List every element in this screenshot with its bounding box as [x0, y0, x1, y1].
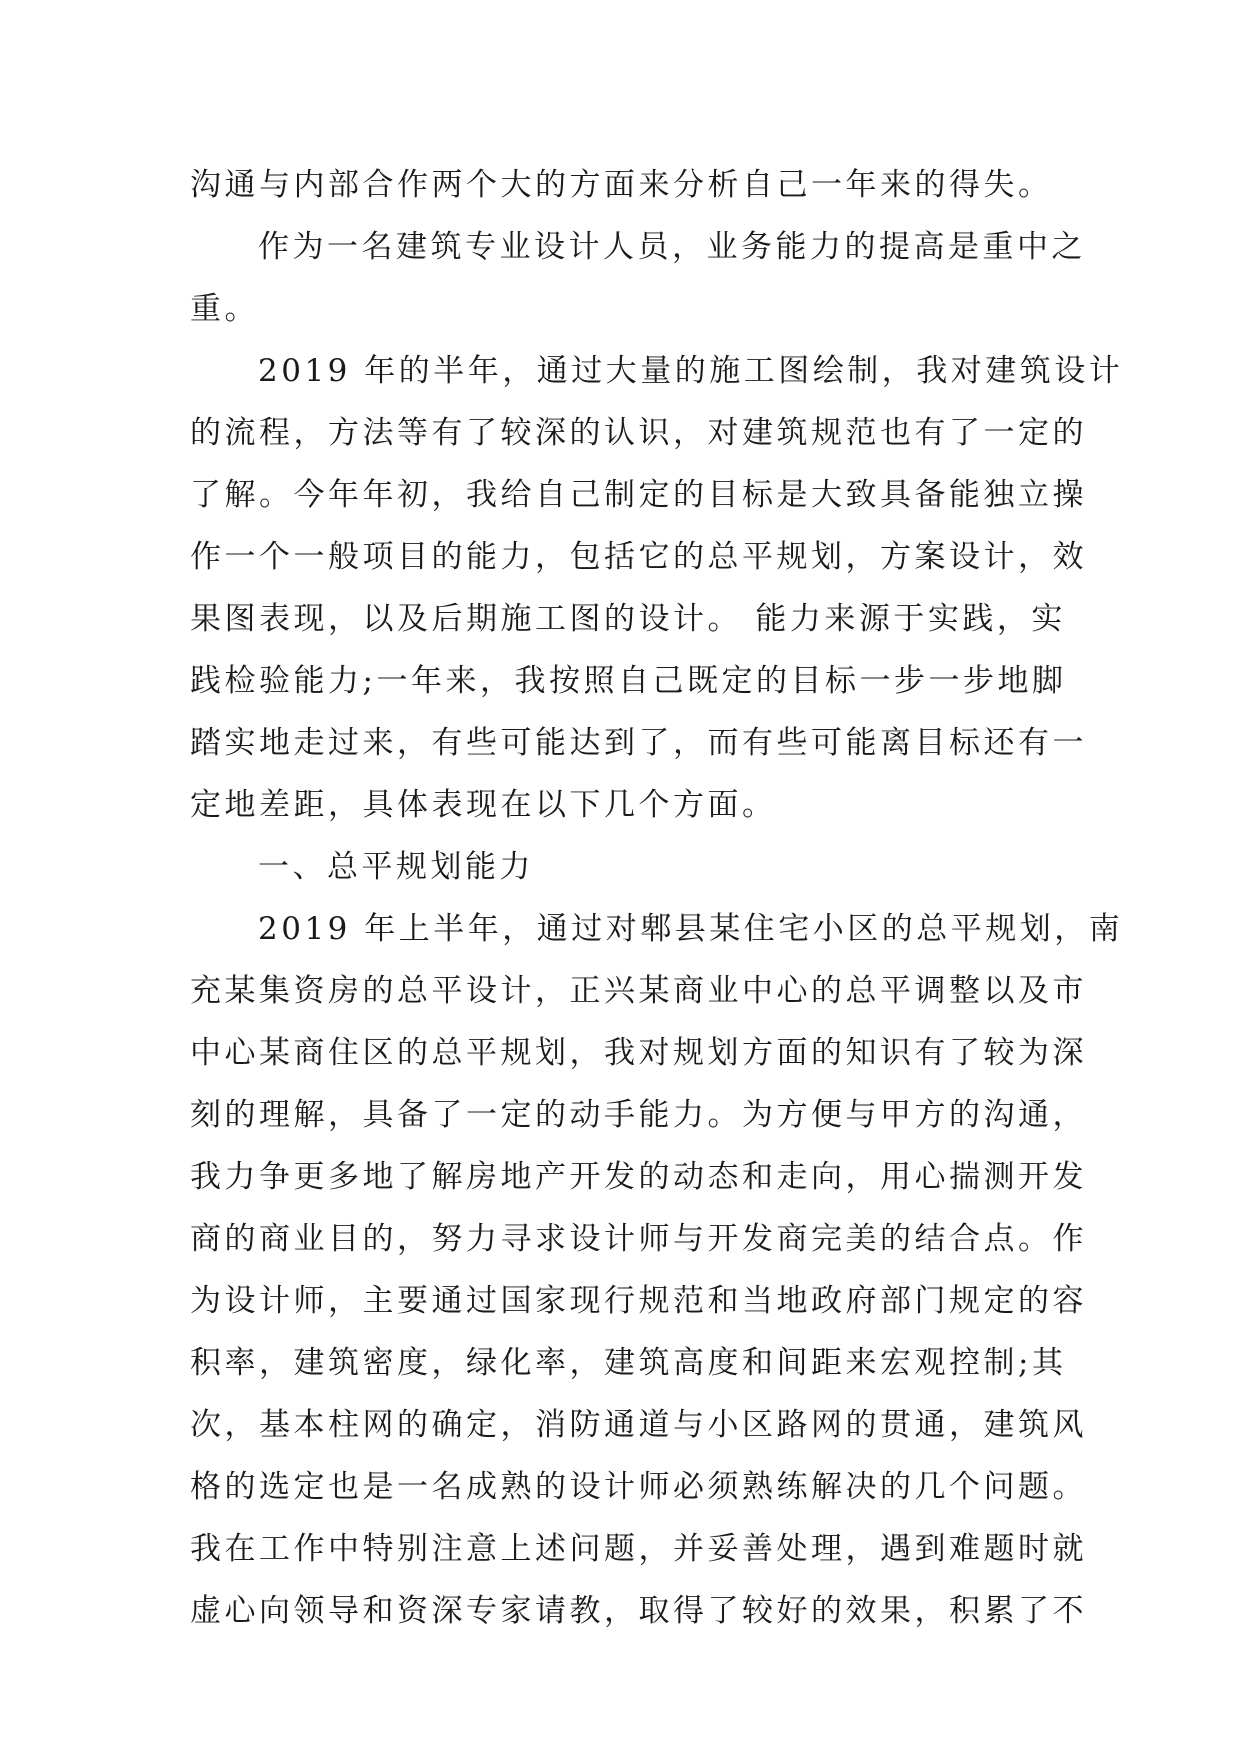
text-line: 了解。今年年初，我给自己制定的目标是大致具备能独立操: [190, 477, 1087, 513]
text-line: 重。: [190, 291, 259, 327]
text-line: 为设计师，主要通过国家现行规范和当地政府部门规定的容: [190, 1283, 1087, 1319]
text-line: 我力争更多地了解房地产开发的动态和走向，用心揣测开发: [190, 1159, 1087, 1195]
text-line: 中心某商住区的总平规划，我对规划方面的知识有了较为深: [190, 1035, 1087, 1071]
text-line: 2019 年上半年，通过对郫县某住宅小区的总平规划，南: [258, 911, 1124, 947]
text-line: 积率，建筑密度，绿化率，建筑高度和间距来宏观控制;其: [190, 1345, 1067, 1381]
section-heading: 一、总平规划能力: [258, 849, 534, 885]
text-line: 践检验能力;一年来，我按照自己既定的目标一步一步地脚: [190, 663, 1067, 699]
text-line: 作一个一般项目的能力，包括它的总平规划，方案设计，效: [190, 539, 1087, 575]
text-line: 踏实地走过来，有些可能达到了，而有些可能离目标还有一: [190, 725, 1087, 761]
text-line: 果图表现，以及后期施工图的设计。 能力来源于实践，实: [190, 601, 1066, 637]
text-line: 的流程，方法等有了较深的认识，对建筑规范也有了一定的: [190, 415, 1087, 451]
text-line: 作为一名建筑专业设计人员，业务能力的提高是重中之: [258, 229, 1086, 265]
body-text: [190, 154, 1124, 1642]
text-line: 刻的理解，具备了一定的动手能力。为方便与甲方的沟通，: [190, 1097, 1087, 1133]
text-line: 充某集资房的总平设计，正兴某商业中心的总平调整以及市: [190, 973, 1087, 1009]
text-line: 商的商业目的，努力寻求设计师与开发商完美的结合点。作: [190, 1221, 1087, 1257]
text-line: 我在工作中特别注意上述问题，并妥善处理，遇到难题时就: [190, 1531, 1087, 1567]
text-line: 格的选定也是一名成熟的设计师必须熟练解决的几个问题。: [190, 1469, 1087, 1505]
text-line: 次，基本柱网的确定，消防通道与小区路网的贯通，建筑风: [190, 1407, 1087, 1443]
text-line: 虚心向领导和资深专家请教，取得了较好的效果，积累了不: [190, 1593, 1087, 1629]
text-line: 2019 年的半年，通过大量的施工图绘制，我对建筑设计: [258, 353, 1124, 389]
text-line: 沟通与内部合作两个大的方面来分析自己一年来的得失。: [190, 167, 1053, 203]
text-line: 定地差距，具体表现在以下几个方面。: [190, 787, 777, 823]
